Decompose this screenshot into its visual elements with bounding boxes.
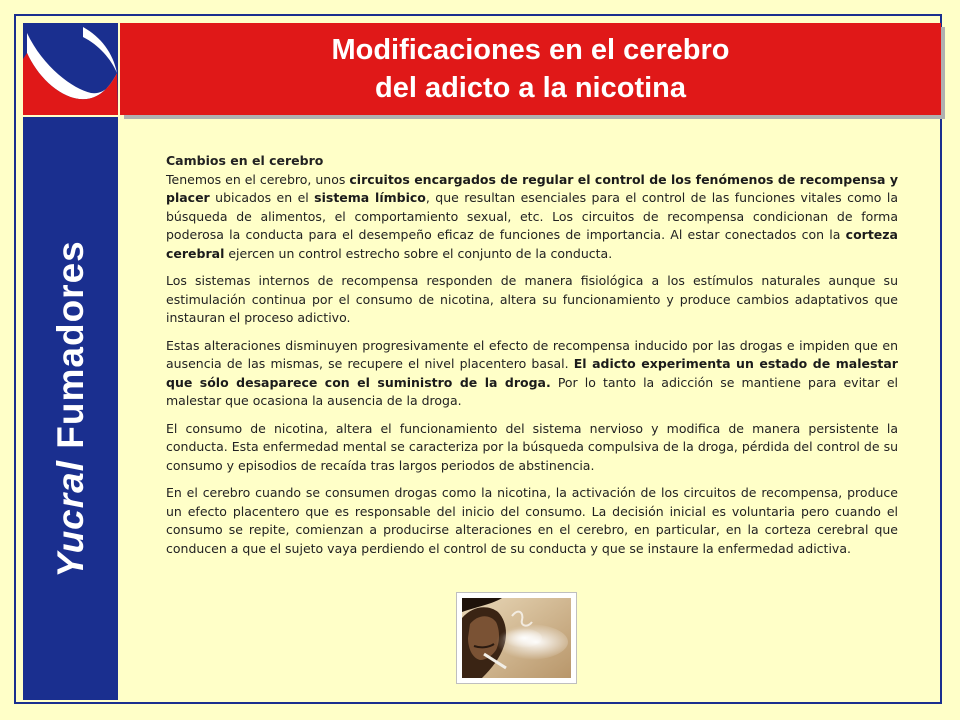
logo bbox=[23, 23, 118, 115]
man-exhaling-smoke-icon bbox=[462, 598, 571, 678]
page-title-line-2: del adicto a la nicotina bbox=[374, 72, 686, 104]
page-title-line-1: Modificaciones en el cerebro bbox=[331, 34, 730, 66]
smoker-photo bbox=[456, 592, 577, 684]
p1-text-2: ubicados en el bbox=[209, 190, 315, 205]
paragraph-4: El consumo de nicotina, altera el funcionamiento del sistema nervioso y modifica de manera persistente la conducta. Esta enfermedad mental se caracteriza por la búsqueda compulsiva de la droga, pérdida del control de su consumo y episodios de recaída tras largos periodos de abstinencia. bbox=[166, 420, 898, 473]
paragraph-1 bbox=[166, 152, 898, 263]
p1-text-3: , que resultan esenciales para el control de las funciones vitales como la búsqueda de alimentos, el comportamiento sexual, etc. Los circuitos de recompensa condicionan de forma poderosa la conducta para el desempeño eficaz de funciones de importancia. Al estar conectados con la bbox=[166, 190, 898, 242]
paragraph-5: En el cerebro cuando se consumen drogas como la nicotina, la activación de los circuitos de recompensa, produce un efecto placentero que es responsable del inicio del consumo. La decisión inicial es voluntaria pero cuando el consumo se repite, comienzan a producirse alteraciones en el cerebro, en particular, en la corteza cerebral que conducen a que el sujeto vaya perdiendo el control de su conducta y que se instaure la enfermedad adictiva. bbox=[166, 485, 898, 556]
sidebar-brand-label bbox=[50, 240, 92, 577]
paragraph-3 bbox=[166, 337, 898, 411]
sidebar bbox=[23, 117, 118, 700]
paragraph-2: Los sistemas internos de recompensa responden de manera fisiológica a los estímulos naturales aunque su estimulación continua por el consumo de nicotina, altera su funcionamiento y produce cambios adaptativos que instauran el proceso adictivo. bbox=[166, 273, 898, 325]
p1-bold-2: sistema límbico bbox=[314, 190, 426, 205]
sidebar-subtitle: Fumadores bbox=[49, 239, 91, 449]
p1-bold-3: corteza cerebral bbox=[166, 227, 898, 261]
p3-text-1: Estas alteraciones disminuyen progresivamente el efecto de recompensa inducido por las drogas e impiden que en ausencia de las mismas, se recupere el nivel placentero basal. bbox=[166, 337, 898, 371]
p3-text-2: Por lo tanto la adicción se mantiene para evitar el malestar que ocasiona la ausencia de la droga. bbox=[166, 374, 898, 408]
p1-text-1: Tenemos en el cerebro, unos bbox=[166, 171, 350, 187]
p1-text-4: ejercen un control estrecho sobre el conjunto de la conducta. bbox=[224, 245, 613, 261]
yucral-swoosh-icon bbox=[23, 23, 118, 115]
article-body bbox=[166, 152, 898, 567]
title-banner bbox=[120, 23, 941, 115]
smoker-photo-image bbox=[462, 598, 571, 678]
p1-bold-1: circuitos encargados de regular el control de los fenómenos de recompensa y placer bbox=[166, 171, 898, 205]
brand-name: Yucral bbox=[49, 459, 91, 578]
p3-bold-1: El adicto experimenta un estado de malestar que sólo desaparece con el suministro de la droga. bbox=[166, 356, 898, 390]
section-heading: Cambios en el cerebro bbox=[166, 153, 324, 168]
